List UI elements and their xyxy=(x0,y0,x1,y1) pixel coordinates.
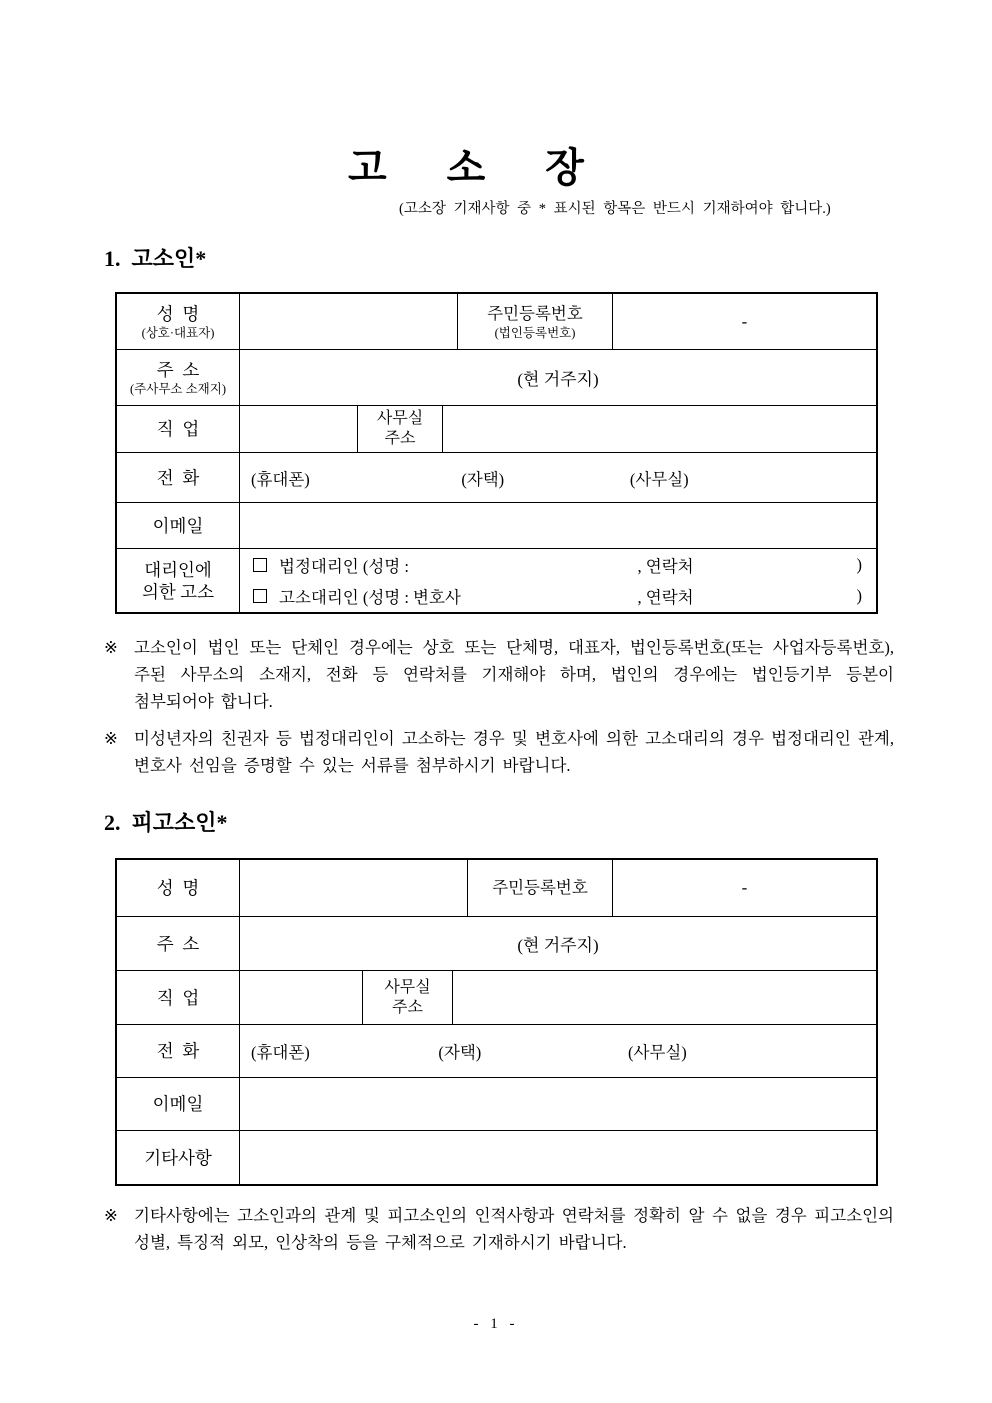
table-row xyxy=(117,970,876,1024)
phone-home-label: (자택) xyxy=(461,469,505,489)
complainant-email-field[interactable] xyxy=(239,503,876,548)
office-address-label-line1: 사무실 xyxy=(376,410,424,427)
table-row xyxy=(117,294,876,349)
accused-address-field[interactable] xyxy=(239,917,876,970)
complainant-phone-field[interactable] xyxy=(239,453,876,502)
table-row xyxy=(117,860,876,916)
rrn-label: 주민등록번호 xyxy=(492,878,588,897)
complainant-rrn-field[interactable] xyxy=(612,294,876,349)
complainant-job-label-cell xyxy=(117,406,239,452)
phone-label: 전 화 xyxy=(156,467,200,488)
name-label-sub: (상호·대표자) xyxy=(141,325,215,340)
phone-office-label: (사무실) xyxy=(629,469,689,489)
rrn-dash: - xyxy=(741,311,748,331)
accused-address-label-cell xyxy=(117,917,239,970)
legal-representative-option xyxy=(240,554,876,576)
complainant-rrn-label-cell xyxy=(457,294,612,349)
accused-phone-label-cell xyxy=(117,1025,239,1077)
agent-complaint-label-cell xyxy=(117,549,239,612)
document-subtitle: (고소장 기재사항 중 * 표시된 항목은 반드시 기재하여야 합니다.) xyxy=(399,201,831,217)
table-row xyxy=(117,502,876,548)
table-row xyxy=(117,1077,876,1130)
note-item xyxy=(104,725,894,779)
table-row xyxy=(117,916,876,970)
agent-label-line1: 대리인에 xyxy=(144,559,212,580)
address-hint: (현 거주지) xyxy=(517,936,599,955)
etc-label: 기타사항 xyxy=(144,1147,212,1168)
table-row xyxy=(117,1130,876,1184)
close-paren: ) xyxy=(856,586,862,605)
note-item xyxy=(104,1202,894,1256)
table-row xyxy=(117,1024,876,1077)
note-item xyxy=(104,634,894,715)
office-address-label-line1: 사무실 xyxy=(384,978,431,996)
accused-table xyxy=(115,858,878,1186)
complainant-name-field[interactable] xyxy=(239,294,457,349)
office-address-label-line2: 주소 xyxy=(384,430,416,447)
phone-mobile-label: (휴대폰) xyxy=(251,469,310,489)
name-label: 성 명 xyxy=(156,878,200,898)
section2-heading: 2. 피고소인* xyxy=(104,810,228,835)
office-address-label-line2: 주소 xyxy=(392,998,423,1016)
complainant-table xyxy=(115,292,878,614)
complainant-email-label-cell xyxy=(117,503,239,548)
table-row xyxy=(117,548,876,612)
section1-heading: 1. 고소인* xyxy=(104,246,207,271)
legal-representative-text: 법정대리인 (성명 : xyxy=(279,557,409,576)
complainant-office-address-label-cell xyxy=(357,406,442,452)
phone-label: 전 화 xyxy=(156,1041,200,1061)
complaint-agent-option xyxy=(240,585,876,607)
address-label-sub: (주사무소 소재지) xyxy=(130,381,226,396)
agent-complaint-options-cell xyxy=(239,549,876,612)
accused-rrn-field[interactable] xyxy=(612,860,876,916)
complainant-phone-label-cell xyxy=(117,453,239,502)
table-row xyxy=(117,405,876,452)
accused-email-field[interactable] xyxy=(239,1078,876,1130)
complainant-name-label-cell xyxy=(117,294,239,349)
address-label: 주 소 xyxy=(156,933,200,954)
job-label: 직 업 xyxy=(156,987,200,1008)
accused-etc-label-cell xyxy=(117,1131,239,1184)
phone-mobile-label: (휴대폰) xyxy=(251,1043,310,1062)
reference-mark-icon: ※ xyxy=(104,729,118,748)
document-title-wrap xyxy=(0,136,992,193)
accused-phone-field[interactable] xyxy=(239,1025,876,1077)
note-text: 기타사항에는 고소인과의 관계 및 피고소인의 인적사항과 연락처를 정확히 알 수 없을 경우 피고소인의 성별, 특징적 외모, 인상착의 등을 구체적으로 기재하시기 바랍니다. xyxy=(134,1206,894,1252)
accused-rrn-label-cell xyxy=(467,860,612,916)
rrn-dash: - xyxy=(741,878,748,897)
checkbox-icon[interactable] xyxy=(253,558,267,572)
complainant-office-address-field[interactable] xyxy=(442,406,876,452)
phone-home-label: (자택) xyxy=(438,1043,482,1062)
section2-notes xyxy=(104,1202,894,1266)
note-text: 고소인이 법인 또는 단체인 경우에는 상호 또는 단체명, 대표자, 법인등록번호(또는 사업자등록번호), 주된 사무소의 소재지, 전화 등 연락처를 기재해야 하며, 법인의 경우에는 법인등기부 등본이 첨부되어야 합니다. xyxy=(134,638,894,711)
rrn-label: 주민등록번호 xyxy=(487,303,583,323)
rrn-label-sub: (법인등록번호) xyxy=(494,325,576,340)
accused-office-address-field[interactable] xyxy=(452,971,876,1024)
page-number: - 1 - xyxy=(473,1316,519,1332)
complainant-job-field[interactable] xyxy=(239,406,357,452)
accused-office-address-label-cell xyxy=(362,971,452,1024)
email-label: 이메일 xyxy=(152,515,204,536)
phone-office-label: (사무실) xyxy=(627,1043,687,1062)
reference-mark-icon: ※ xyxy=(104,1206,118,1225)
complainant-address-label-cell xyxy=(117,350,239,405)
accused-etc-field[interactable] xyxy=(239,1131,876,1184)
accused-job-field[interactable] xyxy=(239,971,362,1024)
email-label: 이메일 xyxy=(152,1094,204,1114)
reference-mark-icon: ※ xyxy=(104,638,118,657)
checkbox-icon[interactable] xyxy=(253,589,267,603)
complaint-agent-text: 고소대리인 (성명 : 변호사 xyxy=(279,588,461,607)
section1-notes xyxy=(104,634,894,789)
close-paren: ) xyxy=(856,555,862,574)
accused-job-label-cell xyxy=(117,971,239,1024)
job-label: 직 업 xyxy=(156,419,200,439)
name-label: 성 명 xyxy=(156,303,200,324)
note-text: 미성년자의 친권자 등 법정대리인이 고소하는 경우 및 변호사에 의한 고소대리의 경우 법정대리인 관계, 변호사 선임을 증명할 수 있는 서류를 첨부하시기 바랍니다. xyxy=(134,729,894,775)
complaint-agent-contact-text: , 연락처 xyxy=(637,588,694,607)
accused-email-label-cell xyxy=(117,1078,239,1130)
accused-name-field[interactable] xyxy=(239,860,467,916)
legal-representative-contact-text: , 연락처 xyxy=(637,557,694,576)
table-row xyxy=(117,349,876,405)
address-hint: (현 거주지) xyxy=(517,370,599,389)
agent-label-line2: 의한 고소 xyxy=(142,581,214,602)
complainant-address-field[interactable] xyxy=(239,350,876,405)
address-label: 주 소 xyxy=(156,359,200,380)
document-title: 고소장 xyxy=(348,145,644,190)
accused-name-label-cell xyxy=(117,860,239,916)
table-row xyxy=(117,452,876,502)
